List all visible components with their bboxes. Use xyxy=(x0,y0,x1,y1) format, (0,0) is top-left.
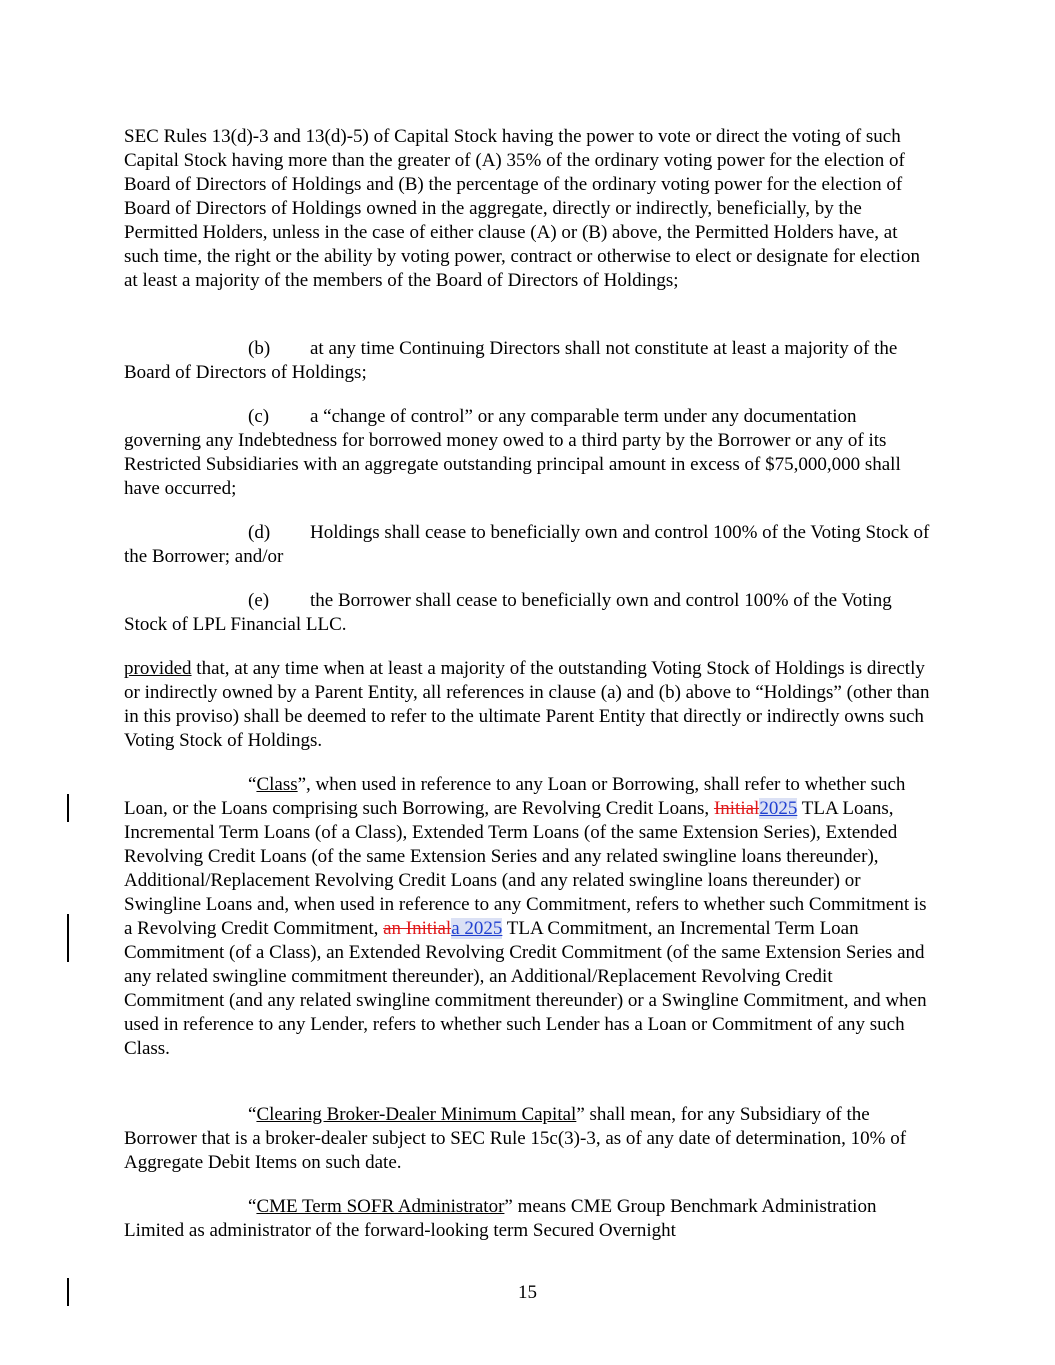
class-open-quote: “ xyxy=(248,774,257,795)
clause-e-number: (e) xyxy=(248,590,270,611)
clearing-open-quote: “ xyxy=(248,1104,257,1125)
deleted-text-an-initial: an Initial xyxy=(383,918,452,939)
clause-e-text: the Borrower shall cease to beneficially own and control 100% of the Voting Stock of LPL Financial LLC. xyxy=(124,590,892,635)
deleted-text-initial: Initial xyxy=(713,798,760,819)
clause-d xyxy=(124,521,934,569)
change-bar xyxy=(67,914,69,962)
clause-c xyxy=(124,405,934,501)
definition-cme-term-sofr xyxy=(124,1195,934,1243)
clause-b-text: at any time Continuing Directors shall not constitute at least a majority of the Board of Directors of Holdings; xyxy=(124,338,898,383)
proviso-paragraph xyxy=(124,657,934,753)
cme-text: ” means CME Group Benchmark Administration Limited as administrator of the forward-looking term Secured Overnight xyxy=(124,1196,877,1241)
change-bar xyxy=(67,794,69,822)
paragraph-change-of-control-a: SEC Rules 13(d)-3 and 13(d)-5) of Capital Stock having the power to vote or direct the voting of such Capital Stock having more than the greater of (A) 35% of the ordinary voting power for the election of Board of Directors of Holdings and (B) the percentage of the ordinary voting power for the election of Board of Directors of Holdings owned in the aggregate, directly or indirectly, beneficially, by the Permitted Holders, unless in the case of either clause (A) or (B) above, the Permitted Holders have, at such time, the right or the ability by voting power, contract or otherwise to elect or designate for election at least a majority of the members of the Board of Directors of Holdings; xyxy=(124,126,920,291)
definition-clearing-broker-dealer xyxy=(124,1103,934,1175)
defined-term-clearing-broker-dealer: Clearing Broker-Dealer Minimum Capital xyxy=(256,1104,577,1125)
clause-d-text: Holdings shall cease to beneficially own and control 100% of the Voting Stock of the Borrower; and/or xyxy=(124,522,930,567)
class-text-2: TLA Loans, Incremental Term Loans (of a Class), Extended Term Loans (of the same Extension Series), Extended Revolving Credit Loans (of the same Extension Series and any related swingline loans thereunder), Additional/Replacement Revolving Credit Loans (and any related swingline loans thereunder) or Swingline Loans and, when used in reference to any Commitment, refers to whether such Commitment is a Revolving Credit Commitment, xyxy=(124,798,927,939)
class-text-3: TLA Commitment, an Incremental Term Loan Commitment (of a Class), an Extended Revolving Credit Commitment (of the same Extension Series and any related swingline commitment thereunder), an Additional/Replacement Revolving Credit Commitment (and any related swingline commitment thereunder) or a Swingline Commitment, and when used in reference to any Lender, refers to whether such Lender has a Loan or Commitment of any such Class. xyxy=(124,918,927,1059)
proviso-lead: provided xyxy=(124,658,192,679)
clearing-text: ” shall mean, for any Subsidiary of the Borrower that is a broker-dealer subject to SEC Rule 15c(3)-3, as of any date of determination, 10% of Aggregate Debit Items on such date. xyxy=(124,1104,907,1173)
defined-term-class: Class xyxy=(256,774,298,795)
inserted-text-2025: 2025 xyxy=(759,798,798,819)
clause-c-number: (c) xyxy=(248,406,270,427)
clause-b xyxy=(124,337,934,385)
cme-open-quote: “ xyxy=(248,1196,257,1217)
proviso-text: that, at any time when at least a majority of the outstanding Voting Stock of Holdings is directly or indirectly owned by a Parent Entity, all references in clause (a) and (b) above to “Holdings” (other than in this proviso) shall be deemed to refer to the ultimate Parent Entity that directly or indirectly owns such Voting Stock of Holdings. xyxy=(124,658,930,751)
clause-e xyxy=(124,589,934,637)
inserted-text-a-2025: a 2025 xyxy=(451,918,503,939)
clause-d-number: (d) xyxy=(248,522,271,543)
clause-c-text: a “change of control” or any comparable term under any documentation governing any Indebtedness for borrowed money owed to a third party by the Borrower or any of its Restricted Subsidiaries with an aggregate outstanding principal amount in excess of $75,000,000 shall have occurred; xyxy=(124,406,901,499)
page-number: 15 xyxy=(518,1282,537,1303)
clause-b-number: (b) xyxy=(248,338,271,359)
class-text-1: ”, when used in reference to any Loan or Borrowing, shall refer to whether such Loan, or the Loans comprising such Borrowing, are Revolving Credit Loans, xyxy=(124,774,906,819)
defined-term-cme-term-sofr: CME Term SOFR Administrator xyxy=(256,1196,505,1217)
definition-class xyxy=(124,773,934,1061)
